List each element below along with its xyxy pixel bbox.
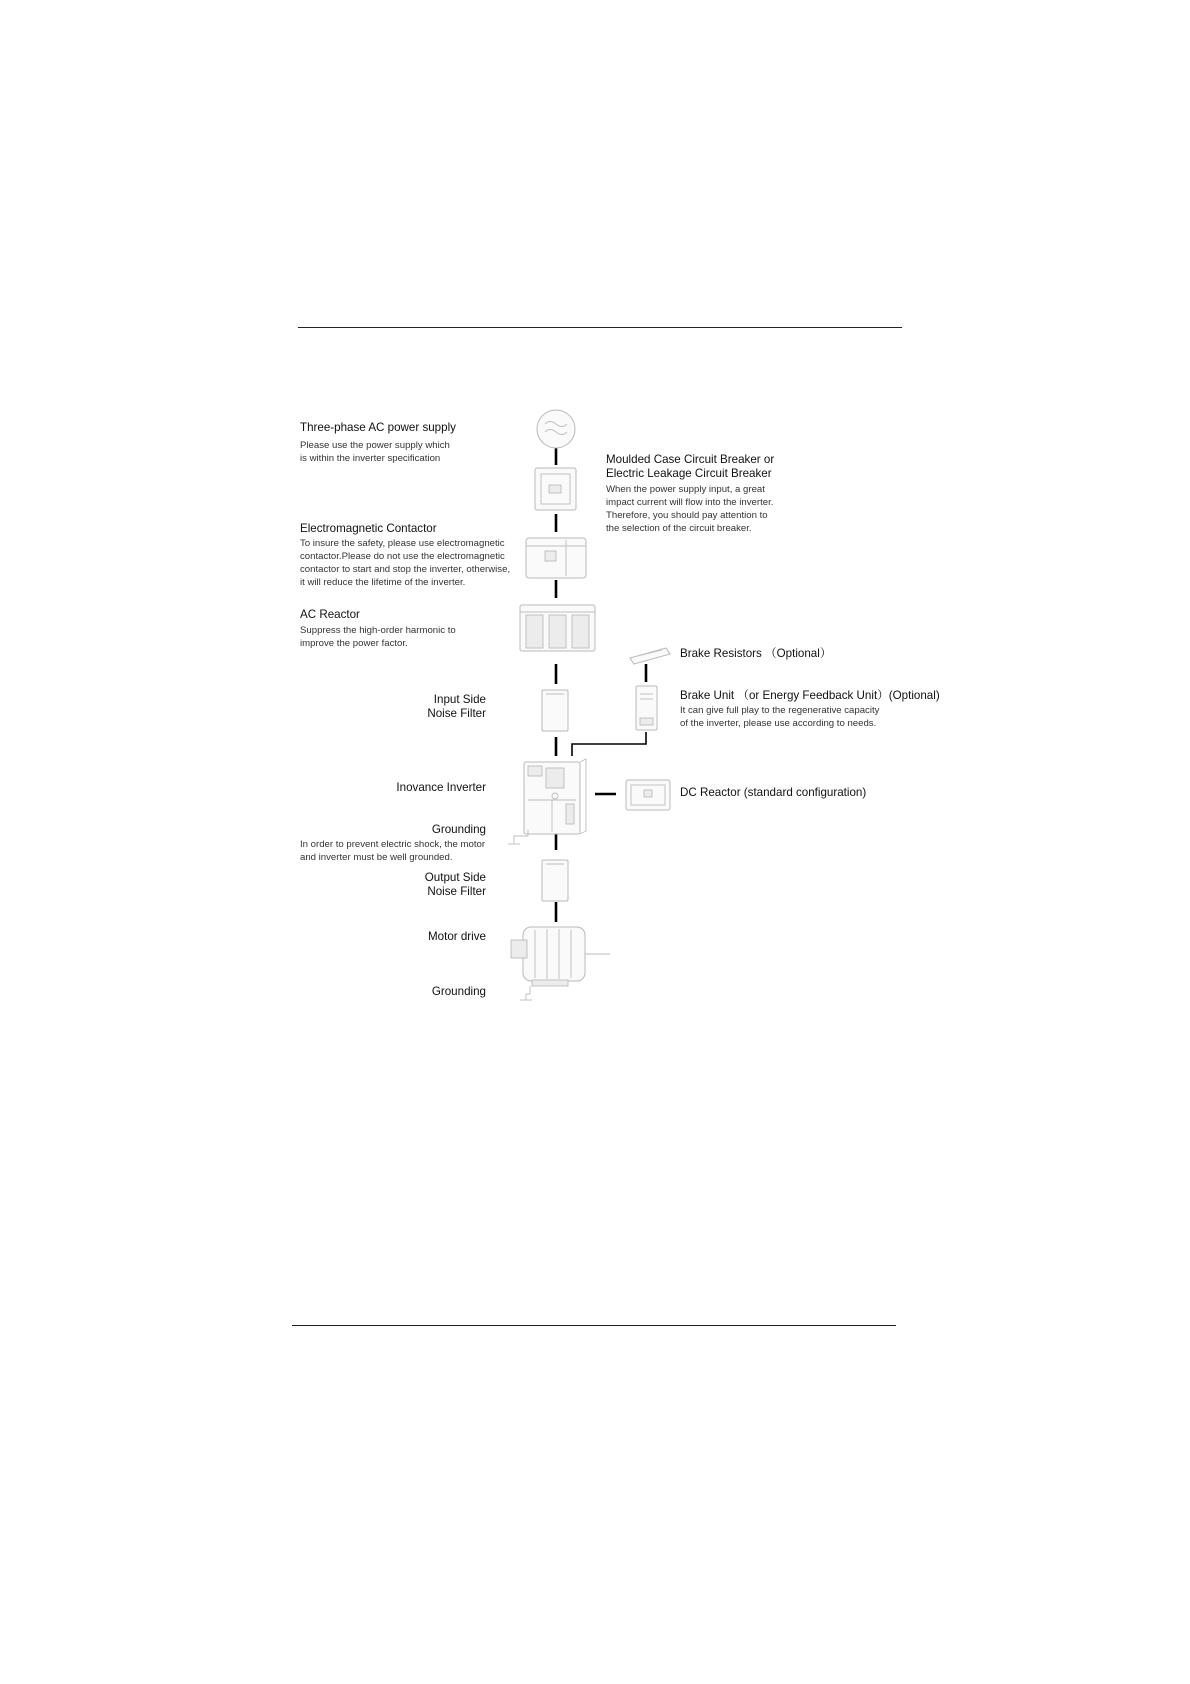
grounding-motor-title: Grounding (431, 985, 486, 998)
breaker-label-block (606, 453, 774, 535)
power-supply-desc-line: is within the inverter specification (300, 453, 441, 464)
ac-source-icon (537, 410, 575, 448)
motor-label-block (386, 930, 486, 944)
breaker-desc-line: When the power supply input, a great (606, 484, 765, 495)
inverter-icon (524, 759, 586, 834)
dc-reactor-title: DC Reactor (standard configuration) (680, 786, 867, 799)
brake-branch-line (572, 664, 646, 756)
power-supply-desc-line: Please use the power supply which (300, 440, 450, 451)
brake-unit-icon (636, 686, 657, 730)
dc-reactor-label-block (680, 786, 866, 800)
output-filter-title-line: Output Side (424, 871, 486, 884)
grounding-inverter-title: Grounding (431, 823, 486, 836)
brake-resistor-icon (630, 648, 670, 664)
brake-unit-label-block (680, 689, 940, 730)
brake-resistors-label-block (680, 647, 831, 661)
inverter-title: Inovance Inverter (396, 781, 486, 794)
contactor-icon (526, 538, 586, 578)
breaker-desc-line: impact current will flow into the inverter. (606, 497, 774, 508)
brake-unit-desc-line: of the inverter, please use according to needs. (680, 718, 877, 729)
motor-ground-icon (520, 986, 532, 1000)
contactor-desc-line: To insure the safety, please use electromagnetic (300, 538, 505, 549)
inverter-label-block (346, 781, 486, 795)
grounding-inverter-desc-line: and inverter must be well grounded. (300, 852, 453, 863)
motor-title: Motor drive (428, 930, 486, 943)
ac-reactor-label-block (300, 608, 456, 650)
contactor-desc-line: contactor to start and stop the inverter, otherwise, (300, 564, 511, 575)
breaker-desc-line: the selection of the circuit breaker. (606, 523, 752, 534)
breaker-title-line: Moulded Case Circuit Breaker or (606, 453, 775, 466)
ac-reactor-title: AC Reactor (300, 608, 360, 621)
motor-icon (511, 927, 610, 986)
contactor-title: Electromagnetic Contactor (300, 522, 437, 535)
grounding-motor-label-block (386, 985, 486, 999)
ac-reactor-desc-line: Suppress the high-order harmonic to (300, 625, 456, 636)
power-supply-label-block (300, 421, 456, 465)
contactor-desc-line: it will reduce the lifetime of the inverter. (300, 577, 466, 588)
input-filter-title-line: Input Side (433, 693, 486, 706)
output-filter-icon (542, 860, 568, 901)
grounding-inverter-desc-block (300, 838, 485, 864)
contactor-desc-line: contactor.Please do not use the electromagnetic (300, 551, 505, 562)
input-filter-label-block (386, 693, 486, 721)
ac-reactor-desc-line: improve the power factor. (300, 638, 408, 649)
ac-reactor-icon (520, 605, 595, 651)
input-filter-title-line: Noise Filter (427, 707, 486, 720)
breaker-title-line: Electric Leakage Circuit Breaker (606, 467, 772, 480)
breaker-desc-line: Therefore, you should pay attention to (606, 510, 768, 521)
output-filter-label-block (386, 871, 486, 899)
brake-unit-title: Brake Unit （or Energy Feedback Unit）(Optional) (680, 689, 940, 702)
output-filter-title-line: Noise Filter (427, 885, 486, 898)
dc-reactor-icon (626, 780, 670, 810)
grounding-inverter-desc-line: In order to prevent electric shock, the motor (300, 839, 486, 850)
circuit-breaker-icon (535, 468, 576, 510)
grounding-inverter-title-block (386, 823, 486, 837)
input-filter-icon (542, 690, 568, 731)
power-supply-title: Three-phase AC power supply (300, 421, 456, 434)
brake-resistors-title: Brake Resistors （Optional） (680, 647, 832, 660)
contactor-label-block (300, 522, 510, 589)
brake-unit-desc-line: It can give full play to the regenerative capacity (680, 705, 880, 716)
